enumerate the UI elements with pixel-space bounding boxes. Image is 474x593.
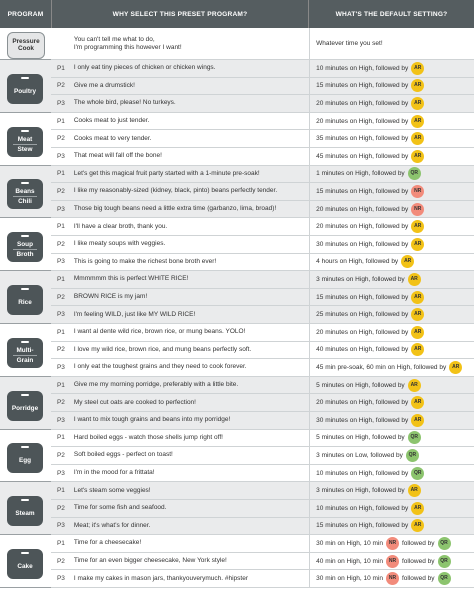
program-group (0, 430, 51, 483)
setting-text: 10 minutes on High, followed by (316, 64, 409, 72)
table-row (51, 324, 474, 342)
why-cell (71, 575, 309, 583)
setting-cell (309, 430, 474, 447)
setting-text: followed by (402, 575, 435, 583)
program-number: P2 (56, 293, 65, 301)
why-cell (71, 240, 309, 248)
why-cell (71, 557, 309, 565)
setting-text: 15 minutes on High, followed by (316, 187, 409, 195)
why-text: I'll have a clear broth, thank you. (73, 222, 168, 230)
program-name: Porridge (11, 404, 39, 412)
table-row (51, 500, 474, 518)
program-name: Broth (13, 249, 37, 258)
setting-text: followed by (402, 557, 435, 565)
release-badge-qr: QR (406, 449, 419, 462)
program-number: P1 (56, 170, 65, 178)
program-number: P1 (56, 117, 65, 125)
why-text: This is going to make the richest bone broth ever! (73, 257, 217, 265)
setting-cell (309, 394, 474, 411)
setting-cell (309, 201, 474, 218)
setting-cell (309, 412, 474, 429)
table-row (51, 148, 474, 166)
program-number: P1 (56, 328, 65, 336)
why-text: The whole bird, please! No turkeys. (73, 99, 176, 107)
why-text: That meat will fall off the bone! (73, 152, 162, 160)
why-cell (71, 328, 309, 336)
release-badge-ar: AR (411, 414, 424, 427)
release-badge-qr: QR (438, 555, 451, 568)
program-group (0, 28, 51, 60)
program-number: P2 (56, 399, 65, 407)
why-cell (71, 223, 309, 231)
program-group (0, 218, 51, 271)
program-number: P2 (56, 240, 65, 248)
setting-text: 20 minutes on High, followed by (316, 99, 409, 107)
program-button[interactable] (7, 232, 43, 262)
why-cell (71, 293, 309, 301)
program-button[interactable] (7, 549, 43, 579)
why-cell (71, 170, 309, 178)
program-button[interactable] (7, 127, 43, 157)
table-row (51, 465, 474, 483)
why-cell (71, 205, 309, 213)
release-badge-ar: AR (411, 343, 424, 356)
setting-cell (309, 289, 474, 306)
program-group (0, 271, 51, 324)
why-text: I only eat the toughest grains and they need to cook forever. (73, 363, 247, 371)
release-badge-qr: QR (411, 467, 424, 480)
why-text: Those big tough beans need a little extra time (garbanzo, lima, broad)! (73, 205, 277, 213)
setting-cell (309, 359, 474, 376)
why-cell (71, 363, 309, 371)
setting-cell (309, 60, 474, 77)
release-badge-ar: AR (411, 326, 424, 339)
setting-text: 3 minutes on High, followed by (316, 275, 405, 283)
program-name: Pressure (12, 38, 40, 45)
release-badge-ar: AR (411, 238, 424, 251)
program-name: Chili (13, 196, 37, 205)
table-row (51, 377, 474, 395)
program-number: P2 (56, 504, 65, 512)
program-name: Steam (15, 510, 35, 518)
release-badge-ar: AR (411, 396, 424, 409)
table-row (51, 342, 474, 360)
program-group (0, 113, 51, 166)
setting-cell (309, 377, 474, 394)
release-badge-qr: QR (438, 537, 451, 550)
setting-text: 30 minutes on High, followed by (316, 416, 409, 424)
program-button[interactable] (7, 179, 43, 209)
setting-cell (309, 271, 474, 288)
release-badge-ar: AR (411, 79, 424, 92)
header-why: WHY SELECT THIS PRESET PROGRAM? (51, 0, 308, 28)
table-row (51, 201, 474, 219)
program-group (0, 324, 51, 377)
release-badge-ar: AR (411, 115, 424, 128)
program-number: P2 (56, 187, 65, 195)
table-row (51, 236, 474, 254)
program-number: P1 (56, 381, 65, 389)
setting-text: 45 minutes on High, followed by (316, 152, 409, 160)
release-badge-ar: AR (411, 502, 424, 515)
why-text: I like my reasonably-sized (kidney, black, pinto) beans perfectly tender. (73, 187, 278, 195)
release-badge-ar: AR (411, 62, 424, 75)
table-row (51, 218, 474, 236)
setting-text: 30 min on High, 10 min (316, 539, 383, 547)
setting-text: 15 minutes on High, followed by (316, 82, 409, 90)
program-name: Grain (13, 355, 37, 364)
program-name: Soup (17, 241, 33, 249)
why-cell (71, 451, 309, 459)
program-button[interactable] (7, 32, 45, 59)
setting-text: 20 minutes on High, followed by (316, 223, 409, 231)
program-number: P1 (56, 275, 65, 283)
why-text: I only eat tiny pieces of chicken or chicken wings. (73, 64, 216, 72)
setting-text: 20 minutes on High, followed by (316, 205, 409, 213)
button-indicator-icon (21, 130, 29, 132)
setting-cell (309, 130, 474, 147)
button-indicator-icon (21, 394, 29, 396)
program-number: P3 (56, 363, 65, 371)
setting-cell (309, 342, 474, 359)
release-badge-ar: AR (411, 220, 424, 233)
program-number: P2 (56, 346, 65, 354)
setting-cell (309, 78, 474, 95)
setting-cell (309, 306, 474, 323)
program-number: P1 (56, 434, 65, 442)
why-text: Let's get this magical fruit party started with a 1-minute pre-soak! (73, 169, 260, 177)
table-row (51, 518, 474, 536)
table-row (51, 412, 474, 430)
setting-cell (309, 500, 474, 517)
program-number: P1 (56, 64, 65, 72)
table-row (51, 394, 474, 412)
button-indicator-icon (21, 288, 29, 290)
why-text: I'm in the mood for a frittata! (73, 469, 155, 477)
why-cell (71, 117, 309, 125)
why-cell (71, 469, 309, 477)
release-badge-ar: AR (408, 379, 421, 392)
setting-text: 20 minutes on High, followed by (316, 117, 409, 125)
header-program: PROGRAM (0, 0, 51, 28)
why-cell (71, 275, 309, 283)
setting-text: followed by (402, 539, 435, 547)
setting-cell (309, 482, 474, 499)
setting-text: 35 minutes on High, followed by (316, 135, 409, 143)
setting-text: 1 minutes on High, followed by (316, 170, 405, 178)
table-row (51, 113, 474, 131)
setting-cell (309, 236, 474, 253)
program-number: P3 (56, 205, 65, 213)
why-cell (71, 346, 309, 354)
program-name: Cook (18, 45, 34, 52)
setting-cell (309, 183, 474, 200)
why-cell (71, 504, 309, 512)
program-name: Egg (18, 457, 32, 465)
program-button[interactable] (7, 338, 43, 368)
setting-text: 3 minutes on Low, followed by (316, 451, 403, 459)
why-cell (71, 416, 309, 424)
setting-cell (309, 447, 474, 464)
setting-text: 5 minutes on High, followed by (316, 434, 405, 442)
setting-cell (309, 324, 474, 341)
why-text: Cooks meat to very tender. (73, 134, 152, 142)
release-badge-ar: AR (411, 291, 424, 304)
table-row (51, 78, 474, 96)
release-badge-ar: AR (449, 361, 462, 374)
program-button[interactable] (7, 285, 43, 315)
setting-cell (309, 113, 474, 130)
program-name: Poultry (13, 87, 36, 95)
release-badge-nr: NR (386, 572, 399, 585)
setting-text: 10 minutes on High, followed by (316, 504, 409, 512)
program-number: P1 (56, 539, 65, 547)
why-text: I want al dente wild rice, brown rice, or mung beans. YOLO! (73, 328, 246, 336)
why-text: Mmmmmm this is perfect WHITE RICE! (73, 275, 189, 283)
why-text: I'm feeling WILD, just like MY WILD RICE! (73, 310, 196, 318)
button-indicator-icon (21, 552, 29, 554)
release-badge-ar: AR (401, 255, 414, 268)
program-number: P3 (56, 522, 65, 530)
setting-cell (309, 166, 474, 183)
release-badge-ar: AR (411, 132, 424, 145)
why-cell (71, 539, 309, 547)
table-row (51, 289, 474, 307)
release-badge-nr: NR (386, 555, 399, 568)
program-number: P2 (56, 82, 65, 90)
why-cell (71, 487, 309, 495)
setting-text: 15 minutes on High, followed by (316, 522, 409, 530)
table-row (51, 430, 474, 448)
program-number: P3 (56, 416, 65, 424)
setting-cell (309, 254, 474, 271)
program-button[interactable] (7, 391, 43, 421)
release-badge-ar: AR (411, 519, 424, 532)
why-cell (71, 258, 309, 266)
table-row (51, 60, 474, 78)
program-number: P2 (56, 451, 65, 459)
table-row (51, 306, 474, 324)
button-indicator-icon (21, 341, 29, 343)
program-group (0, 377, 51, 430)
program-group (0, 60, 51, 113)
why-text: I make my cakes in mason jars, thankyouverymuch. #hipster (73, 574, 248, 582)
why-cell (71, 381, 309, 389)
setting-cell (309, 465, 474, 482)
setting-text: 5 minutes on High, followed by (316, 381, 405, 389)
release-badge-qr: QR (408, 167, 421, 180)
program-number: P2 (56, 557, 65, 565)
why-text: You can't tell me what to do, (73, 35, 155, 43)
program-number: P3 (56, 99, 65, 107)
program-number: P3 (56, 575, 65, 583)
program-group (0, 166, 51, 219)
program-name: Stew (13, 144, 37, 153)
release-badge-nr: NR (411, 185, 424, 198)
release-badge-ar: AR (411, 97, 424, 110)
program-button[interactable] (7, 74, 43, 104)
setting-cell (309, 553, 474, 570)
setting-cell (309, 518, 474, 535)
program-number: P2 (56, 135, 65, 143)
setting-text: 20 minutes on High, followed by (316, 328, 409, 336)
why-cell (71, 82, 309, 90)
setting-text: 30 min on High, 10 min (316, 575, 383, 583)
table-row (51, 254, 474, 272)
setting-text: 10 minutes on High, followed by (316, 469, 409, 477)
program-button[interactable] (7, 496, 43, 526)
table-row (51, 570, 474, 588)
why-text: My steel cut oats are cooked to perfection! (73, 398, 196, 406)
program-number: P1 (56, 223, 65, 231)
setting-text: 40 min on High, 10 min (316, 557, 383, 565)
why-text: Hard boiled eggs - watch those shells jump right off! (73, 433, 223, 441)
table-row (51, 482, 474, 500)
release-badge-ar: AR (408, 484, 421, 497)
setting-text: 25 minutes on High, followed by (316, 311, 409, 319)
setting-text: 40 minutes on High, followed by (316, 346, 409, 354)
table-row (51, 535, 474, 553)
release-badge-ar: AR (408, 273, 421, 286)
why-text: Give me my morning porridge, preferably with a little bite. (73, 381, 239, 389)
why-text: Give me a drumstick! (73, 81, 135, 89)
release-badge-qr: QR (408, 431, 421, 444)
setting-text: Whatever time you set! (316, 40, 383, 47)
why-text: I'm programming this however I want! (73, 43, 182, 51)
release-badge-qr: QR (438, 572, 451, 585)
setting-text: 15 minutes on High, followed by (316, 293, 409, 301)
program-name: Meat (17, 135, 33, 143)
why-text: I like meaty soups with veggies. (73, 240, 166, 248)
why-cell (71, 135, 309, 143)
setting-cell (309, 218, 474, 235)
why-text: BROWN RICE is my jam! (73, 293, 148, 301)
why-text: Meat; it's what's for dinner. (73, 521, 151, 529)
header-setting: WHAT'S THE DEFAULT SETTING? (308, 0, 474, 28)
program-number: P3 (56, 152, 65, 160)
setting-cell (309, 148, 474, 165)
why-text: Let's steam some veggies! (73, 486, 151, 494)
button-indicator-icon (21, 499, 29, 501)
program-number: P3 (56, 469, 65, 477)
why-text: Soft boiled eggs - perfect on toast! (73, 451, 173, 459)
table-row (51, 447, 474, 465)
program-number: P3 (56, 311, 65, 319)
table-row (51, 271, 474, 289)
table-row (51, 359, 474, 377)
program-button[interactable] (7, 443, 43, 473)
program-number: P3 (56, 258, 65, 266)
setting-text: 4 hours on High, followed by (316, 258, 399, 266)
setting-text: 20 minutes on High, followed by (316, 399, 409, 407)
why-cell (71, 522, 309, 530)
program-name: Rice (18, 299, 32, 307)
why-text: Time for a cheesecake! (73, 539, 142, 547)
setting-text: 45 min pre-soak, 60 min on High, followed by (316, 363, 447, 371)
table-row (51, 28, 474, 60)
setting-cell (309, 95, 474, 112)
why-cell (71, 399, 309, 407)
why-cell (71, 36, 309, 52)
release-badge-ar: AR (411, 308, 424, 321)
why-cell (71, 152, 309, 160)
button-indicator-icon (21, 182, 29, 184)
table-row (51, 553, 474, 571)
program-number: P1 (56, 487, 65, 495)
why-cell (71, 434, 309, 442)
why-text: I love my wild rice, brown rice, and mung beans perfectly soft. (73, 345, 252, 353)
release-badge-nr: NR (386, 537, 399, 550)
setting-cell (309, 28, 474, 59)
program-name: Beans (15, 188, 35, 196)
table-row (51, 95, 474, 113)
table-row (51, 130, 474, 148)
setting-text: 30 minutes on High, followed by (316, 240, 409, 248)
why-text: Cooks meat to just tender. (73, 117, 150, 125)
button-indicator-icon (21, 446, 29, 448)
why-cell (71, 99, 309, 107)
why-text: Time for an even bigger cheesecake, New York style! (73, 557, 227, 565)
button-indicator-icon (21, 235, 29, 237)
why-text: I want to mix tough grains and beans into my porridge! (73, 416, 231, 424)
release-badge-ar: AR (411, 150, 424, 163)
program-name: Cake (17, 563, 33, 571)
table-row (51, 166, 474, 184)
why-text: Time for some fish and seafood. (73, 504, 167, 512)
program-group (0, 535, 51, 588)
table-row (51, 183, 474, 201)
button-indicator-icon (21, 77, 29, 79)
release-badge-nr: NR (411, 203, 424, 216)
why-cell (71, 64, 309, 72)
setting-text: 3 minutes on High, followed by (316, 487, 405, 495)
program-name: Multi- (16, 346, 34, 354)
program-group (0, 482, 51, 535)
setting-cell (309, 570, 474, 587)
why-cell (71, 187, 309, 195)
setting-cell (309, 535, 474, 552)
why-cell (71, 311, 309, 319)
